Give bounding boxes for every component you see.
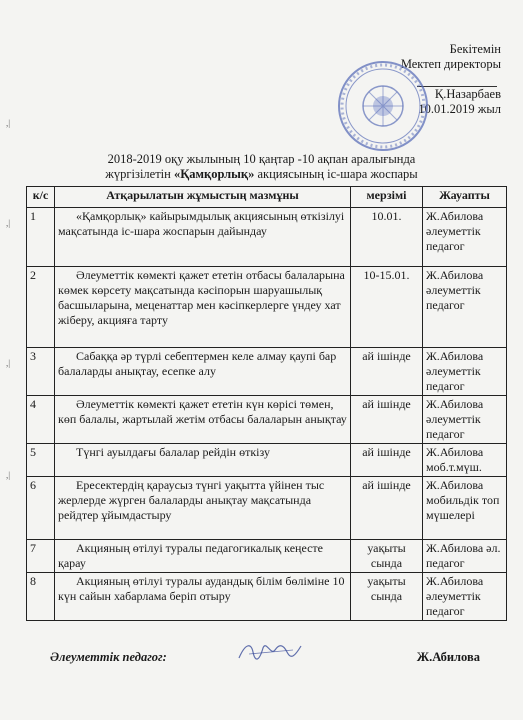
table-row bbox=[27, 444, 507, 477]
title-prefix: жүргізілетін bbox=[105, 167, 171, 181]
school-seal-icon bbox=[335, 58, 431, 154]
header-responsible: Жауапты bbox=[423, 187, 507, 208]
row-work: Ересектердің қараусыз түнгі уақытта үйінен тыс жерлерде жүрген балаларды анықтау мақсатында рейдтер ұйымдастыру bbox=[55, 477, 351, 540]
director-position: Мектеп директоры bbox=[400, 57, 501, 71]
row-work: Акцияның өтілуі туралы педагогикалық кеңесте қарау bbox=[55, 540, 351, 573]
row-work: Түнгі ауылдағы балалар рейдін өткізу bbox=[55, 444, 351, 477]
table-row bbox=[27, 396, 507, 444]
director-name: Қ.Назарбаев bbox=[434, 87, 501, 101]
row-number: 7 bbox=[27, 540, 55, 573]
margin-mark: ,| bbox=[6, 470, 11, 480]
header-work: Атқарылатын жұмыстың мазмұны bbox=[55, 187, 351, 208]
row-responsible: Ж.Абилова әлеуметтік педагог bbox=[423, 573, 507, 621]
header-term: мерзімі bbox=[351, 187, 423, 208]
table-row bbox=[27, 477, 507, 540]
row-responsible: Ж.Абилова әл. педагог bbox=[423, 540, 507, 573]
margin-mark: ,| bbox=[6, 118, 11, 128]
document-title bbox=[0, 152, 523, 182]
table-row bbox=[27, 208, 507, 267]
row-number: 3 bbox=[27, 348, 55, 396]
row-number: 4 bbox=[27, 396, 55, 444]
row-term: ай ішінде bbox=[351, 348, 423, 396]
margin-mark: ,| bbox=[6, 358, 11, 368]
row-number: 2 bbox=[27, 267, 55, 348]
row-work: Әлеуметтік көмекті қажет ететін күн көрісі төмен, көп балалы, жартылай жетім отбасы балаларын анықтау bbox=[55, 396, 351, 444]
row-term: ай ішінде bbox=[351, 444, 423, 477]
row-responsible: Ж.Абилова моб.т.мүш. bbox=[423, 444, 507, 477]
row-number: 6 bbox=[27, 477, 55, 540]
row-term: 10.01. bbox=[351, 208, 423, 267]
row-number: 5 bbox=[27, 444, 55, 477]
table-header-row bbox=[27, 187, 507, 208]
signer-role: Әлеуметтік педагог: bbox=[50, 650, 167, 664]
approval-date: 10.01.2019 жыл bbox=[418, 102, 501, 116]
title-line-1: 2018-2019 оқу жылының 10 қаңтар -10 ақпан аралығында bbox=[107, 152, 416, 166]
margin-mark: ,| bbox=[6, 218, 11, 228]
title-suffix: акциясының іс-шара жоспары bbox=[257, 167, 418, 181]
row-work: Сабаққа әр түрлі себептермен келе алмау қаупі бар балаларды анықтау, есепке алу bbox=[55, 348, 351, 396]
title-line-2 bbox=[0, 167, 523, 182]
row-work: Әлеуметтік көмекті қажет ететін отбасы балаларына көмек көрсету мақсатында кәсіпорын шаруашылық басшыларына, меценаттар мен кәсіпкерлерге үндеу хат жіберу, акцияға тарту bbox=[55, 267, 351, 348]
row-responsible: Ж.Абилова әлеуметтік педагог bbox=[423, 348, 507, 396]
table-row bbox=[27, 540, 507, 573]
signer-name: Ж.Абилова bbox=[416, 650, 480, 664]
row-term: уақыты сында bbox=[351, 540, 423, 573]
row-number: 1 bbox=[27, 208, 55, 267]
row-term: ай ішінде bbox=[351, 477, 423, 540]
table-row bbox=[27, 348, 507, 396]
row-work: Акцияның өтілуі туралы аудандық білім бөліміне 10 күн сайын хабарлама беріп отыру bbox=[55, 573, 351, 621]
row-work: «Қамқорлық» кайырымдылық акциясының өткізілуі мақсатында іс-шара жоспарын дайындау bbox=[55, 208, 351, 267]
row-term: 10-15.01. bbox=[351, 267, 423, 348]
row-term: уақыты сында bbox=[351, 573, 423, 621]
row-responsible: Ж.Абилова мобильдік топ мүшелері bbox=[423, 477, 507, 540]
row-term: ай ішінде bbox=[351, 396, 423, 444]
row-responsible: Ж.Абилова әлеуметтік педагог bbox=[423, 267, 507, 348]
table-row bbox=[27, 267, 507, 348]
row-responsible: Ж.Абилова әлеуметтік педагог bbox=[423, 396, 507, 444]
approved-label: Бекітемін bbox=[449, 42, 501, 56]
title-campaign-name: «Қамқорлық» bbox=[173, 167, 255, 181]
table-row bbox=[27, 573, 507, 621]
action-plan-table bbox=[26, 186, 507, 621]
row-number: 8 bbox=[27, 573, 55, 621]
row-responsible: Ж.Абилова әлеуметтік педагог bbox=[423, 208, 507, 267]
handwritten-signature-icon bbox=[235, 636, 305, 666]
header-number: к/с bbox=[27, 187, 55, 208]
